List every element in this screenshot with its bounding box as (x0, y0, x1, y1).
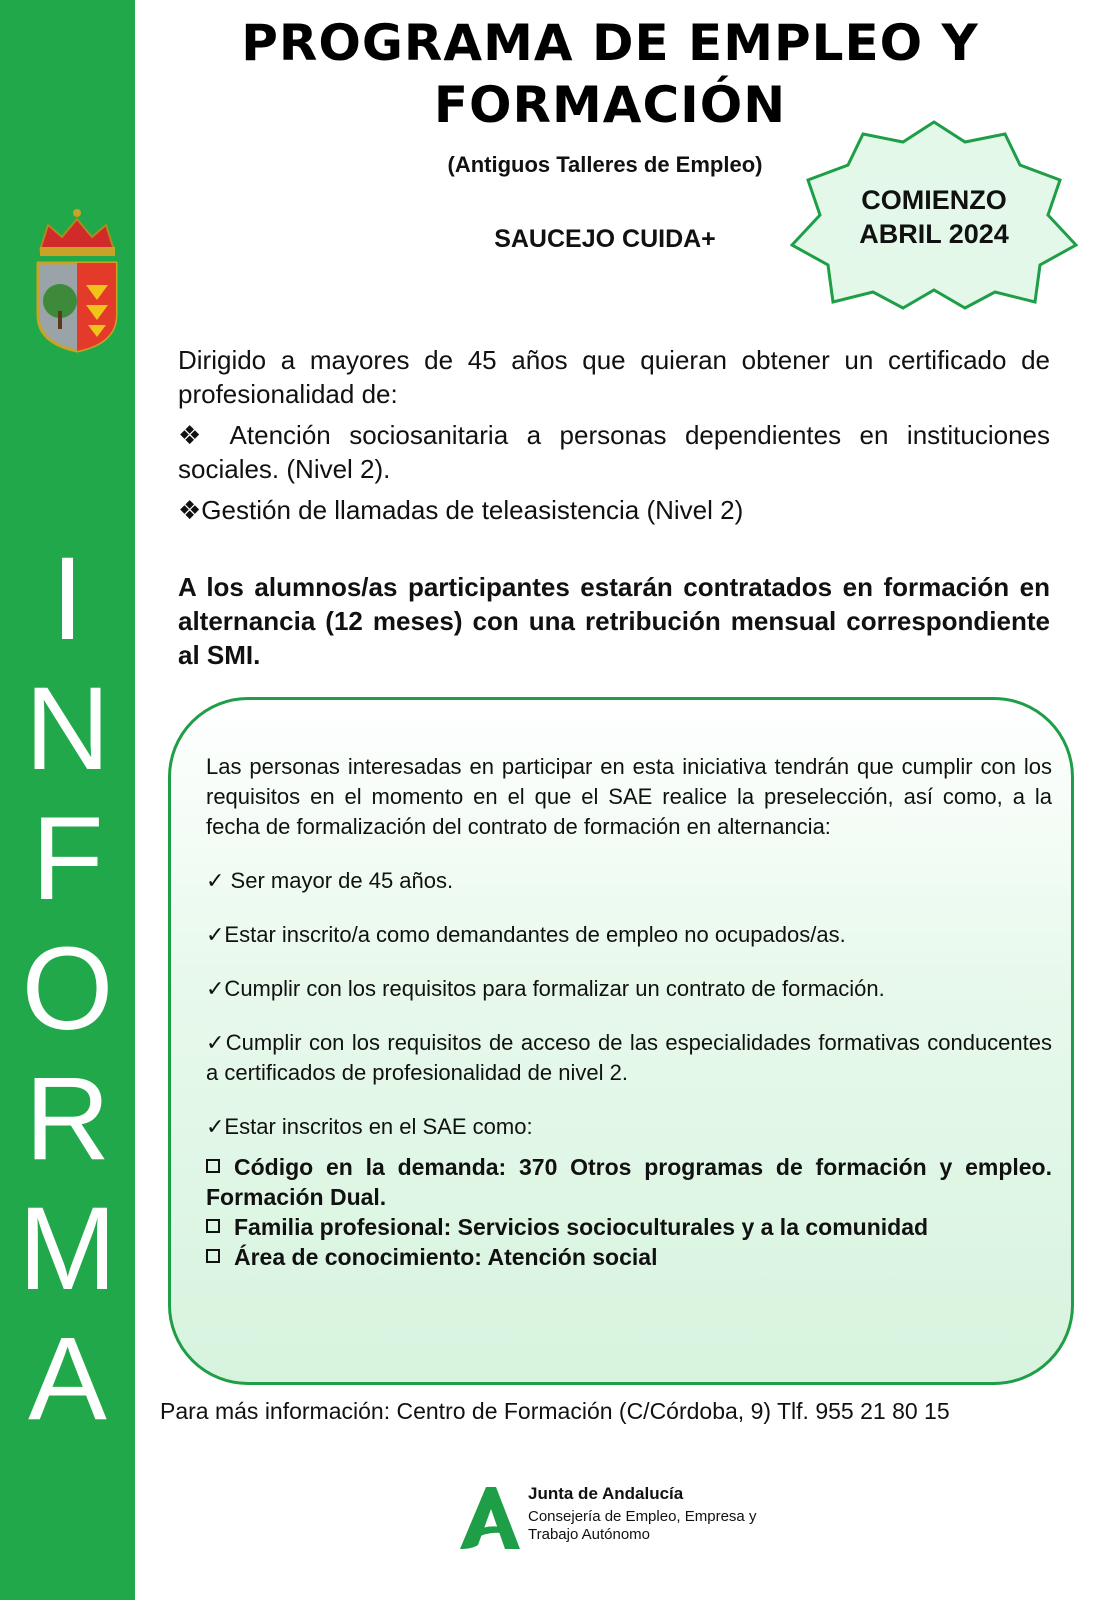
municipal-coat-of-arms-icon (30, 205, 125, 355)
sae-item (206, 1212, 1052, 1242)
informa-letter: I (51, 533, 84, 665)
requirement-item: ✓ Ser mayor de 45 años. (206, 868, 454, 893)
junta-andalucia-logo-icon (458, 1485, 520, 1551)
sae-item (206, 1242, 1052, 1272)
informa-letter: N (24, 663, 111, 795)
sae-item (206, 1152, 1052, 1212)
informa-vertical-word (0, 535, 135, 1445)
sidebar (0, 0, 135, 1600)
sae-item-text: Familia profesional: Servicios socioculturales y a la comunidad (234, 1214, 929, 1240)
contact-info: Para más información: Centro de Formación (C/Córdoba, 9) Tlf. 955 21 80 15 (160, 1398, 950, 1424)
requirement-item: ✓Cumplir con los requisitos para formalizar un contrato de formación. (206, 976, 885, 1001)
informa-letter: R (24, 1053, 111, 1185)
logo-department: Consejería de Empleo, Empresa y Trabajo Autónomo (528, 1508, 757, 1543)
badge-line-1: COMIENZO (861, 185, 1007, 215)
informa-letter: M (18, 1183, 117, 1315)
intro-lead: Dirigido a mayores de 45 años que quieran obtener un certificado de profesionalidad de: (178, 345, 1050, 409)
checkbox-square-icon (206, 1219, 220, 1233)
requirement-item: ✓Estar inscritos en el SAE como: (206, 1114, 533, 1139)
logo-name: Junta de Andalucía (528, 1484, 684, 1503)
certificate-item: ❖ Atención sociosanitaria a personas dependientes en instituciones sociales. (Nivel 2). (178, 420, 1050, 484)
certificate-item: ❖Gestión de llamadas de teleasistencia (Nivel 2) (178, 495, 744, 525)
title-line-2: FORMACIÓN (433, 76, 787, 134)
contract-highlight: A los alumnos/as participantes estarán contratados en formación en alternancia (12 meses) con una retribución mensual correspondiente al SMI. (178, 572, 1050, 670)
requirements-intro: Las personas interesadas en participar en esta iniciativa tendrán que cumplir con los requisitos en el momento en el que el SAE realice la preselección, así como, a la fecha de formalización del contrato de formación en alternancia: (206, 754, 1052, 839)
requirement-item: ✓Estar inscrito/a como demandantes de empleo no ocupados/as. (206, 922, 846, 947)
program-name: SAUCEJO CUIDA+ (494, 225, 716, 253)
start-date-badge (790, 183, 1078, 251)
sae-item-text: Área de conocimiento: Atención social (234, 1244, 658, 1270)
title-line-1: PROGRAMA DE EMPLEO Y (241, 14, 979, 72)
informa-letter: F (31, 793, 104, 925)
informa-letter: O (21, 923, 114, 1055)
requirement-item: ✓Cumplir con los requisitos de acceso de las especialidades formativas conducentes a certificados de profesionalidad de nivel 2. (206, 1030, 1052, 1085)
sae-item-text: Código en la demanda: 370 Otros programas de formación y empleo. Formación Dual. (206, 1154, 1052, 1210)
subtitle: (Antiguos Talleres de Empleo) (447, 152, 763, 177)
checkbox-square-icon (206, 1159, 220, 1173)
checkbox-square-icon (206, 1249, 220, 1263)
informa-letter: A (28, 1313, 107, 1445)
page-title (150, 12, 1070, 136)
intro-section (178, 343, 1050, 534)
requirements-content (206, 752, 1052, 1272)
badge-line-2: ABRIL 2024 (859, 219, 1009, 249)
